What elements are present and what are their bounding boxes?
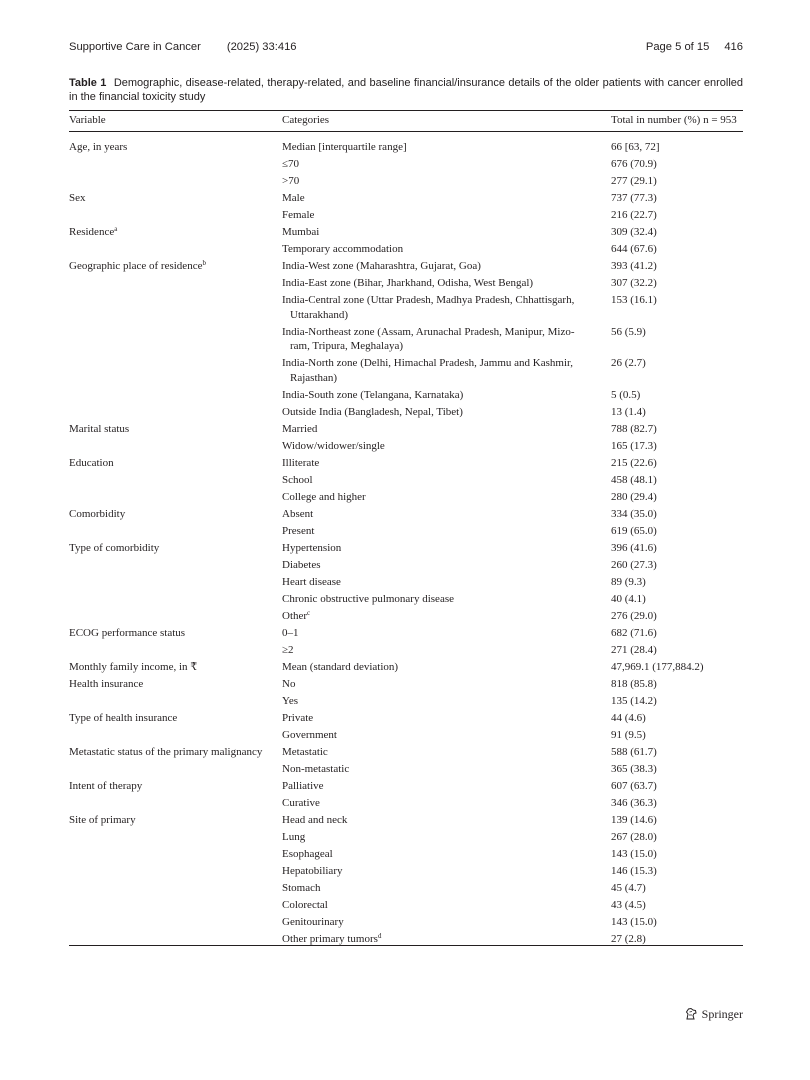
header-categories: Categories bbox=[282, 114, 330, 126]
category-text: Stomach bbox=[282, 881, 321, 894]
category-text-line bbox=[282, 276, 594, 291]
category-cell bbox=[282, 157, 594, 174]
category-text: India-South zone (Telangana, Karnataka) bbox=[282, 388, 464, 401]
category-text-line bbox=[282, 643, 594, 658]
total-cell: 215 (22.6) bbox=[611, 456, 657, 469]
category-text: Married bbox=[282, 422, 318, 435]
variable-cell bbox=[69, 259, 281, 274]
category-text-line bbox=[282, 405, 594, 420]
category-cell bbox=[282, 507, 594, 524]
table-bottom-rule bbox=[69, 945, 743, 946]
variable-text: Comorbidity bbox=[69, 507, 126, 520]
category-cell bbox=[282, 677, 594, 694]
category-text-line bbox=[282, 174, 594, 189]
table-row bbox=[69, 830, 743, 847]
category-cell bbox=[282, 276, 594, 293]
category-text: Curative bbox=[282, 796, 320, 809]
category-text-line bbox=[282, 439, 594, 454]
variable-cell bbox=[69, 779, 281, 794]
page-of-pages: Page 5 of 15 bbox=[645, 41, 710, 53]
category-text: India-Northeast zone (Assam, Arunachal Pradesh, Manipur, Mizo- bbox=[282, 325, 575, 338]
variable-cell bbox=[69, 660, 281, 675]
total-cell: 788 (82.7) bbox=[611, 422, 657, 435]
category-text: Present bbox=[282, 524, 315, 537]
table-row bbox=[69, 356, 743, 388]
table-row bbox=[69, 898, 743, 915]
total-cell: 89 (9.3) bbox=[611, 575, 646, 588]
category-text-line bbox=[282, 626, 594, 641]
total-cell: 737 (77.3) bbox=[611, 192, 657, 204]
table-header-rule bbox=[69, 131, 743, 132]
category-text-line bbox=[282, 847, 594, 862]
category-cell bbox=[282, 422, 594, 439]
variable-text: Type of comorbidity bbox=[69, 541, 160, 554]
table-row bbox=[69, 541, 743, 558]
footnote-marker: a bbox=[114, 225, 118, 233]
total-cell: 5 (0.5) bbox=[611, 388, 641, 401]
table-row bbox=[69, 575, 743, 592]
category-text: Chronic obstructive pulmonary disease bbox=[282, 592, 454, 605]
category-text-line bbox=[282, 609, 594, 624]
category-cell bbox=[282, 225, 594, 242]
article-page-number: 416 bbox=[724, 41, 743, 53]
category-text-line bbox=[282, 225, 594, 240]
category-text-line bbox=[282, 898, 594, 913]
table-caption bbox=[69, 76, 743, 104]
category-text: Hypertension bbox=[282, 541, 342, 554]
table-row bbox=[69, 609, 743, 626]
category-cell bbox=[282, 762, 594, 779]
category-text: College and higher bbox=[282, 490, 366, 503]
total-cell: 43 (4.5) bbox=[611, 898, 646, 911]
total-cell: 27 (2.8) bbox=[611, 932, 646, 945]
total-cell: 153 (16.1) bbox=[611, 294, 657, 306]
category-text-line bbox=[282, 490, 594, 505]
category-cell bbox=[282, 745, 594, 762]
category-cell bbox=[282, 208, 594, 225]
footnote-marker: b bbox=[202, 259, 206, 267]
category-text-line bbox=[282, 456, 594, 471]
category-cell bbox=[282, 728, 594, 745]
category-text: Other primary tumors bbox=[282, 932, 378, 945]
table-row bbox=[69, 881, 743, 898]
total-cell: 267 (28.0) bbox=[611, 830, 657, 843]
total-cell: 309 (32.4) bbox=[611, 226, 657, 238]
category-text-line bbox=[282, 388, 594, 403]
variable-text: Intent of therapy bbox=[69, 779, 143, 792]
category-text-line bbox=[282, 259, 594, 274]
category-cell bbox=[282, 915, 594, 932]
variable-cell bbox=[69, 140, 281, 155]
category-text-line bbox=[282, 728, 594, 743]
category-text: India-West zone (Maharashtra, Gujarat, Goa) bbox=[282, 260, 481, 272]
total-cell: 334 (35.0) bbox=[611, 507, 657, 520]
category-cell bbox=[282, 898, 594, 915]
category-cell bbox=[282, 575, 594, 592]
table-row bbox=[69, 157, 743, 174]
table-row bbox=[69, 660, 743, 677]
category-text-line bbox=[282, 524, 594, 539]
total-cell: 365 (38.3) bbox=[611, 762, 657, 775]
category-text-line bbox=[282, 140, 594, 155]
category-text-line bbox=[282, 660, 594, 675]
category-cell bbox=[282, 796, 594, 813]
category-text-line bbox=[282, 325, 594, 340]
category-cell bbox=[282, 660, 594, 677]
category-cell bbox=[282, 813, 594, 830]
table-row bbox=[69, 524, 743, 541]
category-cell bbox=[282, 779, 594, 796]
variable-text: Residence bbox=[69, 226, 115, 238]
table-row bbox=[69, 473, 743, 490]
category-text: Palliative bbox=[282, 779, 324, 792]
variable-cell bbox=[69, 191, 281, 206]
category-text: ≥2 bbox=[282, 643, 294, 656]
total-cell: 143 (15.0) bbox=[611, 847, 657, 860]
publisher-name: Springer bbox=[701, 1006, 743, 1021]
running-head-left bbox=[69, 41, 297, 53]
table-row bbox=[69, 276, 743, 293]
table-row bbox=[69, 191, 743, 208]
category-cell bbox=[282, 643, 594, 660]
table-row bbox=[69, 796, 743, 813]
category-text: Other bbox=[282, 609, 308, 622]
category-text: Colorectal bbox=[282, 898, 328, 911]
total-cell: 13 (1.4) bbox=[611, 405, 646, 418]
header-total: Total in number (%) n = 953 bbox=[611, 114, 737, 126]
category-text: Yes bbox=[282, 694, 299, 707]
category-text: Hepatobiliary bbox=[282, 864, 343, 877]
total-cell: 66 [63, 72] bbox=[611, 141, 660, 153]
variable-cell bbox=[69, 456, 281, 471]
table-row bbox=[69, 626, 743, 643]
category-text: Outside India (Bangladesh, Nepal, Tibet) bbox=[282, 405, 463, 418]
table-header bbox=[69, 114, 743, 130]
volume-info: (2025) 33:416 bbox=[226, 41, 297, 53]
category-text: Median [interquartile range] bbox=[282, 141, 407, 153]
category-cell bbox=[282, 356, 594, 388]
table-row bbox=[69, 813, 743, 830]
table-row bbox=[69, 405, 743, 422]
category-text-line bbox=[282, 541, 594, 556]
table-row bbox=[69, 592, 743, 609]
category-text: Esophageal bbox=[282, 847, 333, 860]
category-text: Female bbox=[282, 209, 315, 221]
category-text-line bbox=[282, 762, 594, 777]
total-cell: 165 (17.3) bbox=[611, 439, 657, 452]
category-text: Metastatic bbox=[282, 745, 328, 758]
category-text-line bbox=[282, 796, 594, 811]
category-cell bbox=[282, 325, 594, 357]
category-text-line bbox=[282, 422, 594, 437]
variable-cell bbox=[69, 422, 281, 437]
category-text: Non-metastatic bbox=[282, 762, 350, 775]
category-cell bbox=[282, 881, 594, 898]
category-text: Private bbox=[282, 711, 314, 724]
running-head-right bbox=[646, 41, 743, 53]
table-row bbox=[69, 762, 743, 779]
table-row bbox=[69, 388, 743, 405]
total-cell: 271 (28.4) bbox=[611, 643, 657, 656]
category-text: Illiterate bbox=[282, 456, 320, 469]
variable-cell bbox=[69, 626, 281, 641]
variable-cell bbox=[69, 541, 281, 556]
header-variable: Variable bbox=[69, 114, 106, 126]
category-text: 0–1 bbox=[282, 626, 299, 639]
category-text: ≤70 bbox=[282, 158, 300, 170]
category-text: Genitourinary bbox=[282, 915, 344, 928]
category-text-line bbox=[282, 864, 594, 879]
category-text-line bbox=[282, 830, 594, 845]
table-row bbox=[69, 915, 743, 932]
category-text-line bbox=[282, 813, 594, 828]
total-cell: 280 (29.4) bbox=[611, 490, 657, 503]
total-cell: 216 (22.7) bbox=[611, 209, 657, 221]
category-text-line bbox=[282, 242, 594, 257]
variable-text: Sex bbox=[69, 192, 86, 204]
table-row bbox=[69, 422, 743, 439]
variable-cell bbox=[69, 813, 281, 828]
category-text-line bbox=[282, 208, 594, 223]
total-cell: 45 (4.7) bbox=[611, 881, 646, 894]
category-cell bbox=[282, 558, 594, 575]
total-cell: 40 (4.1) bbox=[611, 592, 646, 605]
category-text: India-North zone (Delhi, Himachal Pradesh, Jammu and Kashmir, bbox=[282, 357, 573, 369]
total-cell: 135 (14.2) bbox=[611, 694, 657, 707]
total-cell: 26 (2.7) bbox=[611, 357, 646, 369]
category-text: Heart disease bbox=[282, 575, 341, 588]
category-text: Diabetes bbox=[282, 558, 321, 571]
category-text-line bbox=[282, 932, 594, 947]
category-text-line bbox=[282, 592, 594, 607]
variable-cell bbox=[69, 745, 281, 760]
journal-name: Supportive Care in Cancer bbox=[69, 41, 201, 53]
total-cell: 276 (29.0) bbox=[611, 609, 657, 622]
table-row bbox=[69, 677, 743, 694]
category-text-line bbox=[282, 745, 594, 760]
category-cell bbox=[282, 830, 594, 847]
total-cell: 139 (14.6) bbox=[611, 813, 657, 826]
category-text: Male bbox=[282, 192, 305, 204]
table-top-rule bbox=[69, 110, 743, 111]
category-text-continuation: Uttarakhand) bbox=[290, 308, 349, 321]
category-text: Temporary accommodation bbox=[282, 243, 404, 255]
category-cell bbox=[282, 259, 594, 276]
category-text: Lung bbox=[282, 830, 306, 843]
table-row bbox=[69, 456, 743, 473]
table-row bbox=[69, 439, 743, 456]
category-cell bbox=[282, 524, 594, 541]
variable-text: Site of primary bbox=[69, 813, 136, 826]
total-cell: 644 (67.6) bbox=[611, 243, 657, 255]
category-text-line bbox=[282, 293, 594, 308]
category-text-line bbox=[282, 575, 594, 590]
category-text: India-East zone (Bihar, Jharkhand, Odisha, West Bengal) bbox=[282, 277, 534, 289]
category-cell bbox=[282, 191, 594, 208]
variable-cell bbox=[69, 711, 281, 726]
category-text: School bbox=[282, 473, 313, 486]
table-body bbox=[69, 140, 743, 949]
table-row bbox=[69, 507, 743, 524]
table-row bbox=[69, 745, 743, 762]
category-cell bbox=[282, 847, 594, 864]
variable-cell bbox=[69, 225, 281, 240]
category-text: Absent bbox=[282, 507, 314, 520]
table-row bbox=[69, 728, 743, 745]
table-row bbox=[69, 293, 743, 325]
table-row bbox=[69, 643, 743, 660]
variable-text: Type of health insurance bbox=[69, 711, 178, 724]
category-text-line bbox=[282, 473, 594, 488]
category-cell bbox=[282, 388, 594, 405]
running-head bbox=[69, 41, 743, 57]
category-cell bbox=[282, 711, 594, 728]
category-text-line bbox=[282, 191, 594, 206]
category-cell bbox=[282, 456, 594, 473]
total-cell: 44 (4.6) bbox=[611, 711, 646, 724]
category-cell bbox=[282, 473, 594, 490]
table-row bbox=[69, 208, 743, 225]
total-cell: 146 (15.3) bbox=[611, 864, 657, 877]
publisher-logo bbox=[684, 1005, 743, 1023]
variable-text: Geographic place of residence bbox=[69, 260, 203, 272]
category-cell bbox=[282, 694, 594, 711]
category-text-continuation: ram, Tripura, Meghalaya) bbox=[290, 340, 404, 352]
table-row bbox=[69, 779, 743, 796]
total-cell: 143 (15.0) bbox=[611, 915, 657, 928]
category-text-line bbox=[282, 915, 594, 930]
category-cell bbox=[282, 541, 594, 558]
total-cell: 277 (29.1) bbox=[611, 175, 657, 187]
total-cell: 818 (85.8) bbox=[611, 677, 657, 690]
variable-cell bbox=[69, 507, 281, 522]
category-text-line bbox=[282, 558, 594, 573]
category-cell bbox=[282, 439, 594, 456]
table-row bbox=[69, 225, 743, 242]
category-cell bbox=[282, 490, 594, 507]
category-text-line bbox=[282, 711, 594, 726]
category-text: Widow/widower/single bbox=[282, 439, 385, 452]
total-cell: 260 (27.3) bbox=[611, 558, 657, 571]
table-row bbox=[69, 847, 743, 864]
variable-cell bbox=[69, 677, 281, 692]
springer-horse-icon bbox=[684, 1007, 698, 1021]
total-cell: 676 (70.9) bbox=[611, 158, 657, 170]
table-row bbox=[69, 174, 743, 191]
table-row bbox=[69, 490, 743, 507]
total-cell: 588 (61.7) bbox=[611, 745, 657, 758]
variable-text: Health insurance bbox=[69, 677, 144, 690]
total-cell: 393 (41.2) bbox=[611, 260, 657, 272]
variable-text: ECOG performance status bbox=[69, 626, 186, 639]
total-cell: 346 (36.3) bbox=[611, 796, 657, 809]
table-label: Table 1 bbox=[69, 77, 107, 89]
table-row bbox=[69, 242, 743, 259]
table-row bbox=[69, 140, 743, 157]
table-row bbox=[69, 558, 743, 575]
category-text-line bbox=[282, 881, 594, 896]
total-cell: 396 (41.6) bbox=[611, 541, 657, 554]
total-cell: 47,969.1 (177,884.2) bbox=[611, 660, 704, 673]
category-text: No bbox=[282, 677, 296, 690]
category-text-continuation: Rajasthan) bbox=[290, 371, 338, 384]
total-cell: 607 (63.7) bbox=[611, 779, 657, 792]
category-text: Head and neck bbox=[282, 813, 348, 826]
category-text-line bbox=[282, 507, 594, 522]
footnote-marker: d bbox=[377, 931, 382, 940]
variable-text: Metastatic status of the primary malignancy bbox=[69, 745, 263, 758]
total-cell: 307 (32.2) bbox=[611, 277, 657, 289]
category-cell bbox=[282, 592, 594, 609]
variable-text: Monthly family income, in ₹ bbox=[69, 660, 198, 673]
category-text-line bbox=[282, 779, 594, 794]
table-row bbox=[69, 259, 743, 276]
total-cell: 682 (71.6) bbox=[611, 626, 657, 639]
category-text: Government bbox=[282, 728, 337, 741]
category-text: Mumbai bbox=[282, 226, 320, 238]
category-text-line bbox=[282, 157, 594, 172]
table-row bbox=[69, 864, 743, 881]
variable-text: Marital status bbox=[69, 422, 130, 435]
category-cell bbox=[282, 293, 594, 325]
category-text: >70 bbox=[282, 175, 300, 187]
category-cell bbox=[282, 626, 594, 643]
footnote-marker: c bbox=[307, 608, 311, 617]
category-cell bbox=[282, 242, 594, 259]
variable-text: Education bbox=[69, 456, 114, 469]
category-cell bbox=[282, 140, 594, 157]
table-caption-text: Demographic, disease-related, therapy-related, and baseline financial/insurance details of the older patients with cancer enrolled in the financial toxicity study bbox=[69, 77, 743, 103]
total-cell: 458 (48.1) bbox=[611, 473, 657, 486]
total-cell: 56 (5.9) bbox=[611, 325, 646, 338]
category-cell bbox=[282, 864, 594, 881]
category-text-line bbox=[282, 677, 594, 692]
category-cell bbox=[282, 609, 594, 626]
category-cell bbox=[282, 174, 594, 191]
category-cell bbox=[282, 405, 594, 422]
table-row bbox=[69, 711, 743, 728]
category-text: India-Central zone (Uttar Pradesh, Madhya Pradesh, Chhattisgarh, bbox=[282, 294, 575, 306]
table-row bbox=[69, 694, 743, 711]
total-cell: 91 (9.5) bbox=[611, 728, 646, 741]
category-text-line bbox=[282, 356, 594, 371]
category-text-line bbox=[282, 694, 594, 709]
variable-text: Age, in years bbox=[69, 141, 128, 153]
category-text: Mean (standard deviation) bbox=[282, 660, 399, 673]
total-cell: 619 (65.0) bbox=[611, 524, 657, 537]
table-row bbox=[69, 325, 743, 357]
